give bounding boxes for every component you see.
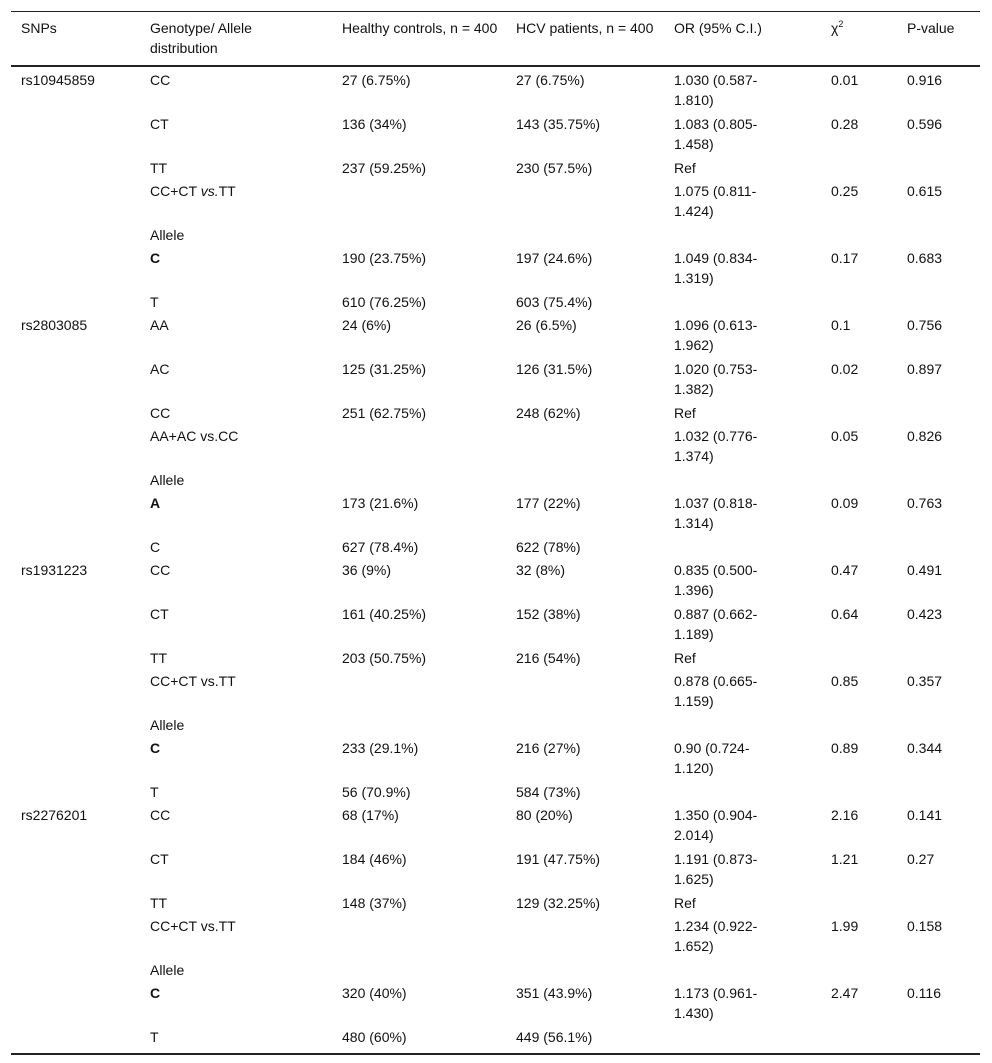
pvalue-cell: 0.683 — [907, 250, 943, 266]
table-row — [11, 957, 980, 980]
snp-cell: rs10945859 — [21, 72, 95, 88]
pvalue-cell: 0.756 — [907, 317, 943, 333]
patients-cell: 603 (75.4%) — [516, 294, 593, 310]
genotype-cell: C — [150, 985, 161, 1001]
snp-cell: rs1931223 — [21, 562, 88, 578]
genotype-part: TT — [218, 183, 236, 199]
or-cell: 1.032 (0.776-1.374) — [674, 428, 758, 464]
table-row — [11, 467, 980, 490]
chi-square-cell: 0.01 — [831, 72, 859, 88]
pvalue-cell: 0.491 — [907, 562, 943, 578]
genotype-cell: CC+CT vs.TT — [150, 918, 236, 934]
genotype-cell: AA — [150, 317, 169, 333]
header-genotype: Genotype/ Allele distribution — [150, 20, 252, 56]
table-row — [11, 111, 980, 155]
genotype-cell: CC — [150, 405, 171, 421]
patients-cell: 143 (35.75%) — [516, 116, 601, 132]
controls-cell: 148 (37%) — [342, 895, 407, 911]
table-row — [11, 601, 980, 645]
or-cell: 1.083 (0.805-1.458) — [674, 116, 758, 152]
or-cell: Ref — [674, 160, 696, 176]
or-cell: 0.887 (0.662-1.189) — [674, 606, 758, 642]
patients-cell: 216 (54%) — [516, 650, 581, 666]
chi-square-cell: 0.85 — [831, 673, 859, 689]
genotype-cell: CC — [150, 807, 171, 823]
genotype-cell: CT — [150, 851, 169, 867]
chi-square-cell: 0.05 — [831, 428, 859, 444]
table-row — [11, 802, 980, 846]
header-or: OR (95% C.I.) — [674, 20, 762, 36]
genotype-part: vs. — [200, 183, 219, 199]
header-snps: SNPs — [21, 20, 57, 36]
controls-cell: 233 (29.1%) — [342, 740, 419, 756]
table-row — [11, 712, 980, 735]
controls-cell: 190 (23.75%) — [342, 250, 427, 266]
or-cell: 1.191 (0.873-1.625) — [674, 851, 758, 887]
or-cell: 1.096 (0.613-1.962) — [674, 317, 758, 353]
table-row — [11, 155, 980, 178]
patients-cell: 230 (57.5%) — [516, 160, 593, 176]
genotype-cell: TT — [150, 160, 168, 176]
table-row — [11, 67, 980, 111]
genotype-cell: T — [150, 294, 159, 310]
table-row — [11, 1024, 980, 1047]
genotype-part: CC+CT — [150, 183, 201, 199]
table-row — [11, 913, 980, 957]
snp-association-table — [11, 11, 980, 1055]
controls-cell: 36 (9%) — [342, 562, 392, 578]
snp-cell: rs2803085 — [21, 317, 88, 333]
pvalue-cell: 0.158 — [907, 918, 943, 934]
genotype-cell: TT — [150, 895, 168, 911]
chi-square-cell: 0.25 — [831, 183, 859, 199]
table-row — [11, 534, 980, 557]
chi-square-cell: 0.02 — [831, 361, 859, 377]
genotype-cell: TT — [150, 650, 168, 666]
genotype-cell: T — [150, 1029, 159, 1045]
header-chi-square: $\chi^2$ — [831, 19, 844, 36]
table-row — [11, 356, 980, 400]
controls-cell: 251 (62.75%) — [342, 405, 427, 421]
genotype-cell: Allele — [150, 962, 185, 978]
controls-cell: 173 (21.6%) — [342, 495, 419, 511]
controls-cell: 125 (31.25%) — [342, 361, 427, 377]
genotype-cell: CT — [150, 606, 169, 622]
genotype-cell: AC — [150, 361, 170, 377]
patients-cell: 27 (6.75%) — [516, 72, 585, 88]
bottom-rule — [11, 1053, 980, 1055]
chi-square-cell: 1.21 — [831, 851, 859, 867]
header-patients: HCV patients, n = 400 — [516, 20, 654, 36]
table-row — [11, 846, 980, 890]
patients-cell: 177 (22%) — [516, 495, 581, 511]
patients-cell: 622 (78%) — [516, 539, 581, 555]
or-cell: Ref — [674, 895, 696, 911]
or-cell: 0.90 (0.724-1.120) — [674, 740, 750, 776]
genotype-cell — [150, 181, 236, 201]
or-cell: 1.075 (0.811-1.424) — [674, 183, 757, 219]
pvalue-cell: 0.116 — [907, 985, 941, 1001]
or-cell: Ref — [674, 405, 696, 421]
patients-cell: 584 (73%) — [516, 784, 581, 800]
patients-cell: 32 (8%) — [516, 562, 566, 578]
table-row — [11, 557, 980, 601]
chi-square-cell: 2.16 — [831, 807, 859, 823]
or-cell: 1.173 (0.961-1.430) — [674, 985, 758, 1021]
controls-cell: 136 (34%) — [342, 116, 407, 132]
table-header — [11, 11, 980, 67]
pvalue-cell: 0.423 — [907, 606, 943, 622]
genotype-cell: Allele — [150, 472, 185, 488]
pvalue-cell: 0.826 — [907, 428, 943, 444]
header-controls: Healthy controls, n = 400 — [342, 20, 498, 36]
or-cell: 1.049 (0.834-1.319) — [674, 250, 758, 286]
pvalue-cell: 0.916 — [907, 72, 943, 88]
patients-cell: 129 (32.25%) — [516, 895, 601, 911]
controls-cell: 203 (50.75%) — [342, 650, 427, 666]
pvalue-cell: 0.897 — [907, 361, 943, 377]
genotype-cell: CC+CT vs.TT — [150, 673, 236, 689]
genotype-cell: Allele — [150, 717, 185, 733]
controls-cell: 56 (70.9%) — [342, 784, 411, 800]
table-row — [11, 890, 980, 913]
genotype-cell: C — [150, 539, 161, 555]
table-row — [11, 245, 980, 289]
table-row — [11, 178, 980, 222]
genotype-cell: AA+AC vs.CC — [150, 428, 239, 444]
chi-square-cell: 0.09 — [831, 495, 859, 511]
chi-square-cell: 0.89 — [831, 740, 859, 756]
table-row — [11, 735, 980, 779]
pvalue-cell: 0.141 — [907, 807, 943, 823]
genotype-cell: A — [150, 495, 161, 511]
controls-cell: 161 (40.25%) — [342, 606, 427, 622]
pvalue-cell: 0.344 — [907, 740, 943, 756]
chi-square-cell: 0.47 — [831, 562, 859, 578]
table-row — [11, 668, 980, 712]
controls-cell: 27 (6.75%) — [342, 72, 411, 88]
header-pvalue: P-value — [907, 20, 955, 36]
or-cell: 1.037 (0.818-1.314) — [674, 495, 758, 531]
genotype-cell: C — [150, 250, 161, 266]
genotype-cell: CC — [150, 72, 171, 88]
patients-cell: 449 (56.1%) — [516, 1029, 593, 1045]
table-row — [11, 980, 980, 1024]
or-cell: Ref — [674, 650, 696, 666]
or-cell: 1.030 (0.587-1.810) — [674, 72, 758, 108]
controls-cell: 184 (46%) — [342, 851, 407, 867]
patients-cell: 248 (62%) — [516, 405, 581, 421]
patients-cell: 152 (38%) — [516, 606, 581, 622]
controls-cell: 320 (40%) — [342, 985, 407, 1001]
controls-cell: 237 (59.25%) — [342, 160, 427, 176]
genotype-cell: T — [150, 784, 159, 800]
table-body — [11, 67, 980, 1053]
or-cell: 1.234 (0.922-1.652) — [674, 918, 758, 954]
patients-cell: 351 (43.9%) — [516, 985, 593, 1001]
chi-square-cell: 0.28 — [831, 116, 859, 132]
table-row — [11, 312, 980, 356]
genotype-cell: CT — [150, 116, 169, 132]
chi-square-cell: 0.17 — [831, 250, 859, 266]
genotype-cell: C — [150, 740, 161, 756]
pvalue-cell: 0.615 — [907, 183, 943, 199]
pvalue-cell: 0.596 — [907, 116, 943, 132]
patients-cell: 26 (6.5%) — [516, 317, 577, 333]
patients-cell: 126 (31.5%) — [516, 361, 593, 377]
controls-cell: 24 (6%) — [342, 317, 392, 333]
table-row — [11, 490, 980, 534]
snp-cell: rs2276201 — [21, 807, 88, 823]
genotype-cell: CC — [150, 562, 171, 578]
or-cell: 0.835 (0.500-1.396) — [674, 562, 758, 598]
chi-square-cell: 1.99 — [831, 918, 859, 934]
controls-cell: 627 (78.4%) — [342, 539, 419, 555]
table-row — [11, 423, 980, 467]
chi-square-cell: 2.47 — [831, 985, 859, 1001]
table-row — [11, 222, 980, 245]
table-row — [11, 779, 980, 802]
pvalue-cell: 0.357 — [907, 673, 943, 689]
table-row — [11, 645, 980, 668]
table-row — [11, 289, 980, 312]
chi-square-cell: 0.1 — [831, 317, 851, 333]
patients-cell: 197 (24.6%) — [516, 250, 593, 266]
controls-cell: 480 (60%) — [342, 1029, 407, 1045]
controls-cell: 610 (76.25%) — [342, 294, 427, 310]
patients-cell: 216 (27%) — [516, 740, 581, 756]
genotype-cell: Allele — [150, 227, 185, 243]
or-cell: 0.878 (0.665-1.159) — [674, 673, 758, 709]
table-row — [11, 400, 980, 423]
or-cell: 1.350 (0.904-2.014) — [674, 807, 758, 843]
pvalue-cell: 0.763 — [907, 495, 943, 511]
or-cell: 1.020 (0.753-1.382) — [674, 361, 758, 397]
pvalue-cell: 0.27 — [907, 851, 935, 867]
patients-cell: 191 (47.75%) — [516, 851, 601, 867]
controls-cell: 68 (17%) — [342, 807, 399, 823]
chi-square-cell: 0.64 — [831, 606, 859, 622]
patients-cell: 80 (20%) — [516, 807, 573, 823]
